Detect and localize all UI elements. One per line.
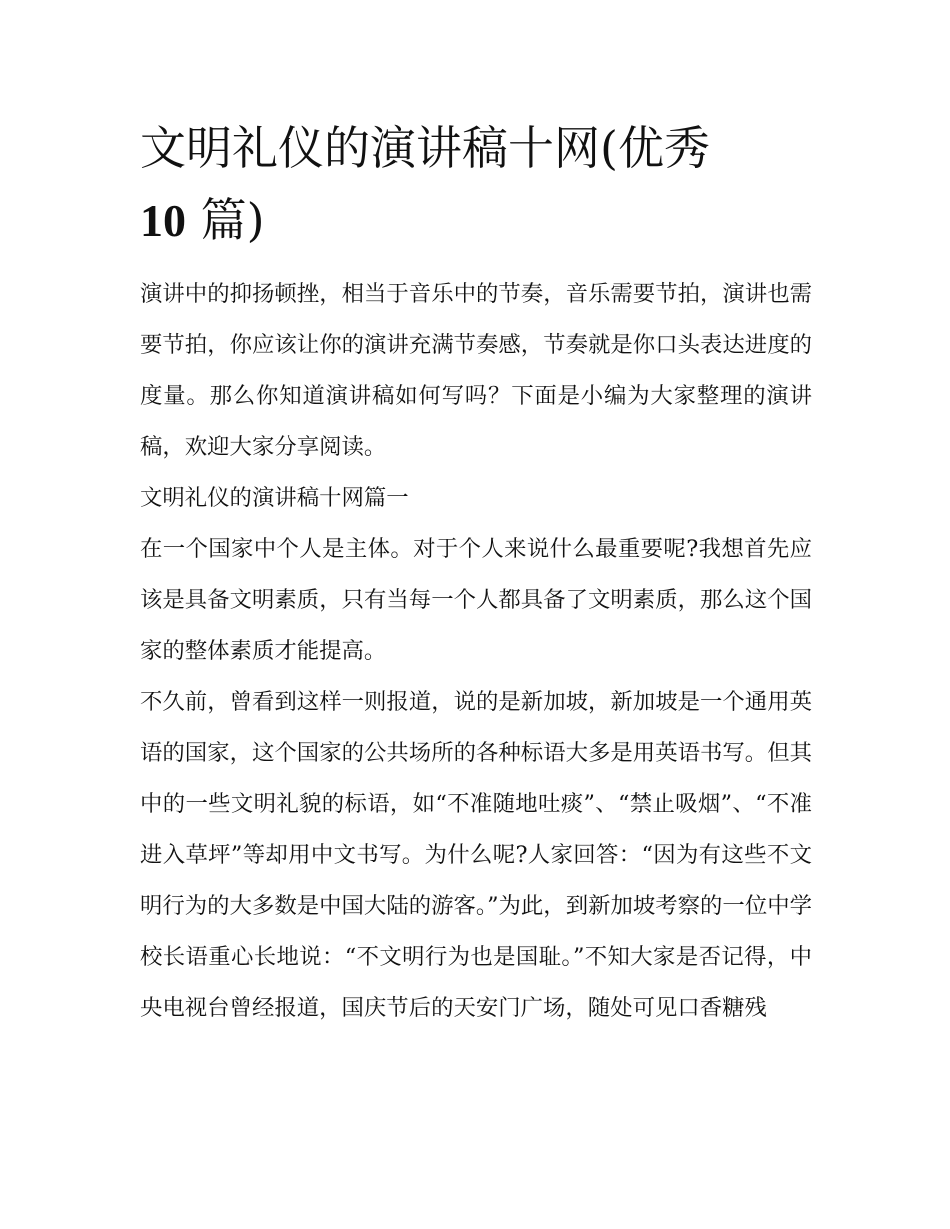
intro-paragraph: 演讲中的抑扬顿挫，相当于音乐中的节奏，音乐需要节拍，演讲也需要节拍，你应该让你的演讲充满节奏感，节奏就是你口头表达进度的度量。那么你知道演讲稿如何写吗？下面是小编为大家整理的演讲稿，欢迎大家分享阅读。 (140, 281, 812, 460)
body-paragraph: 在一个国家中个人是主体。对于个人来说什么最重要呢?我想首先应该是具备文明素质，只有当每一个人都具备了文明素质，那么这个国家的整体素质才能提高。 (140, 536, 812, 664)
title-text-part2: 篇) (186, 193, 265, 247)
body-paragraph: 不久前，曾看到这样一则报道，说的是新加坡，新加坡是一个通用英语的国家，这个国家的公共场所的各种标语大多是用英语书写。但其中的一些文明礼貌的标语，如“不准随地吐痰”、“禁止吸烟”、“不准进入草坪”等却用中文书写。为什么呢?人家回答：“因为有这些不文明行为的大多数是中国大陆的游客。”为此，到新加坡考察的一位中学校长语重心长地说：“不文明行为也是国耻。”不知大家是否记得，中央电视台曾经报道，国庆节后的天安门广场，随处可见口香糖残 (140, 689, 812, 1021)
document-body (140, 269, 812, 1034)
section-heading: 文明礼仪的演讲稿十网篇一 (140, 485, 409, 511)
title-number: 10 (140, 195, 186, 246)
title-text-part1: 文明礼仪的演讲稿十网(优秀 (140, 121, 710, 175)
document-page (140, 112, 812, 1034)
document-title (140, 112, 812, 257)
